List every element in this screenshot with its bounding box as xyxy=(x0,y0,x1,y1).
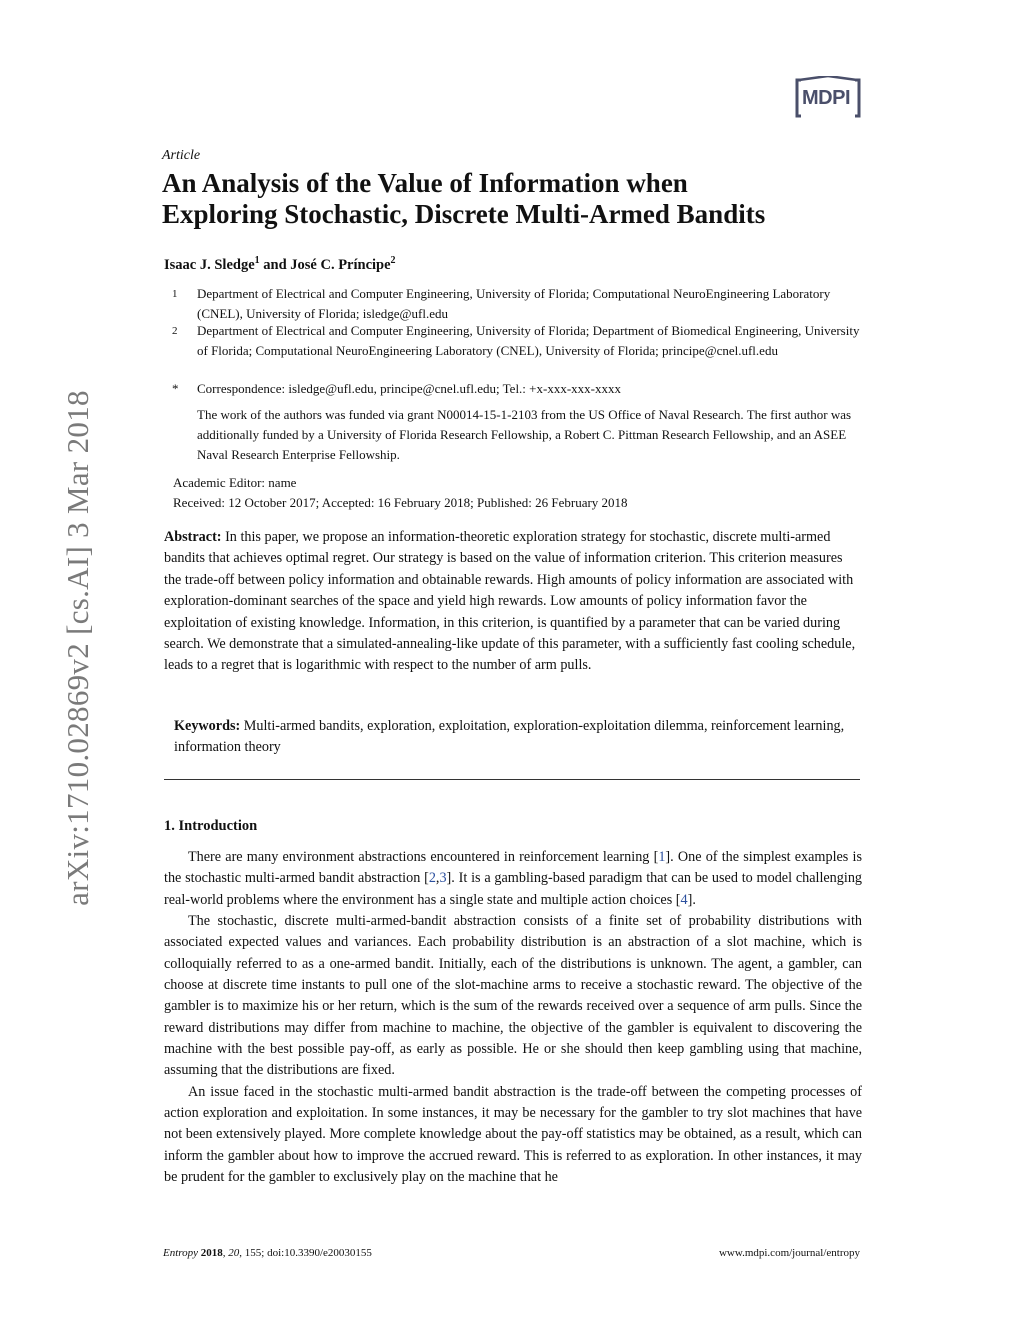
article-type-label: Article xyxy=(162,148,201,163)
footer-citation xyxy=(163,1247,372,1259)
mdpi-logo[interactable] xyxy=(793,76,863,120)
author-affiliation-mark: 2 xyxy=(390,255,396,266)
citation-link[interactable]: 1 xyxy=(658,849,666,865)
funding-note-text: The work of the authors was funded via grant N00014-15-1-2103 from the US Office of Naval Research. The first author was additionally funded by a University of Florida Research Fellowship, a Robert C. Pittman Research Fellowship, and an ASEE Naval Research Enterprise Fellowship. xyxy=(197,407,852,462)
paragraph-text: ]. One of the simplest examples is the stochastic multi-armed bandit abstraction [ xyxy=(164,849,862,887)
affiliation-text: Department of Electrical and Computer Engineering, University of Florida; Computational NeuroEngineering Laboratory (CNEL), University of Florida; isledge@ufl.edu xyxy=(197,286,831,321)
affiliation-2 xyxy=(172,321,862,361)
paragraph: The stochastic, discrete multi-armed-bandit abstraction consists of a finite set of probability distributions with associated expected values and variances. Each probability distribution is an abstraction of a slot machine, which is colloquially referred to as a one-armed bandit. Initially, each of the distributions is unknown. The agent, a gambler, can choose at discrete time instants to pull one of the slot-machine arms to receive a stochastic reward. The objective of the gambler is to maximize his or her return, which is the sum of the rewards received over a sequence of arm pulls. Since the reward distributions may differ from machine to machine, the objective of the gambler is equivalent to discovering the machine with the best possible pay-off, as early as possible. He or she should then keep gambling using that machine, assuming that the distributions are fixed. xyxy=(164,913,862,1079)
paragraph-text: ]. It is a gambling-based paradigm that can be used to model challenging real-world problems where the environment has a single state and multiple action choices [ xyxy=(164,870,863,908)
citation-link[interactable]: 4 xyxy=(680,891,688,908)
affiliation-text: Department of Electrical and Computer Engineering, University of Florida; Department of Biomedical Engineering, University of Florida; Computational NeuroEngineering Laboratory (CNEL), University of Florida; principe@cnel.ufl.edu xyxy=(197,323,860,358)
publication-dates: Received: 12 October 2017; Accepted: 16 February 2018; Published: 26 February 2018 xyxy=(173,495,628,510)
journal-name: Entropy xyxy=(163,1247,199,1259)
correspondence-mark: * xyxy=(172,381,179,396)
abstract-label: Abstract: xyxy=(164,529,222,545)
abstract-text: In this paper, we propose an information-theoretic exploration strategy for stochastic, discrete multi-armed bandits that achieves optimal regret. Our strategy is based on the value of information criterion. This criterion measures the trade-off between policy information and obtainable rewards. High amounts of policy information are associated with exploration-dominant searches of the space and yield high rewards. Low amounts of policy information favor the exploitation of existing knowledge. Information, in this criterion, is quantified by a parameter that can be varied during search. We demonstrate that a simulated-annealing-like update of this parameter, with a sufficiently fast cooling schedule, leads to a regret that is logarithmic with respect to the number of arm pulls. xyxy=(164,529,856,674)
author-conjunction: and xyxy=(259,256,291,273)
journal-year: 2018 xyxy=(198,1247,223,1259)
affiliation-mark: 2 xyxy=(172,325,178,337)
paper-title xyxy=(162,168,862,230)
author-affiliation-mark: 1 xyxy=(254,255,260,266)
paragraph-text: There are many environment abstractions encountered in reinforcement learning [ xyxy=(188,849,659,865)
correspondence xyxy=(172,379,862,399)
paper-title-line-2: Exploring Stochastic, Discrete Multi-Armed Bandits xyxy=(162,199,766,229)
funding-note xyxy=(172,405,862,465)
author-list xyxy=(164,255,396,274)
journal-volume: , 20 xyxy=(222,1247,240,1259)
affiliation-mark: 1 xyxy=(172,288,178,300)
mdpi-logo-text: MDPI xyxy=(802,87,850,109)
paragraph: An issue faced in the stochastic multi-armed bandit abstraction is the trade-off between the competing processes of action exploration and exploitation. In some instances, it may be necessary for the gambler to try slot machines that have not been extensively played. More complete knowledge about the pay-off statistics may be obtained, as a result, which can inform the gambler about how to improve the accrued reward. This is referred to as exploration. In other instances, it may be prudent for the gambler to exclusively play on the machine that he xyxy=(164,1083,862,1186)
editorial-info xyxy=(173,473,628,513)
keywords-text: Multi-armed bandits, exploration, exploitation, exploration-exploitation dilemma, reinforcement learning, information theory xyxy=(174,718,845,756)
citation-link[interactable]: 2 xyxy=(428,870,436,887)
abstract xyxy=(164,527,862,677)
citation-separator: , xyxy=(435,870,440,887)
author-name: Isaac J. Sledge xyxy=(164,256,255,273)
paper-title-line-1: An Analysis of the Value of Information when xyxy=(162,168,688,198)
section-divider xyxy=(164,779,860,780)
journal-url[interactable]: www.mdpi.com/journal/entropy xyxy=(718,1247,860,1259)
keywords-label: Keywords: xyxy=(174,718,241,734)
paragraph-text: ]. xyxy=(687,891,696,908)
author-name: José C. Príncipe xyxy=(290,256,391,273)
doi-text: , 155; doi:10.3390/e20030155 xyxy=(239,1247,372,1259)
affiliation-1 xyxy=(172,284,862,324)
correspondence-text: Correspondence: isledge@ufl.edu, principe@cnel.ufl.edu; Tel.: +x-xxx-xxx-xxxx xyxy=(197,381,621,396)
arxiv-identifier-stamp: arXiv:1710.02869v2 [cs.AI] 3 Mar 2018 xyxy=(60,390,95,906)
academic-editor: Academic Editor: name xyxy=(173,475,297,490)
section-heading: 1. Introduction xyxy=(164,818,258,834)
introduction-body xyxy=(164,847,862,1189)
paragraph xyxy=(164,847,862,911)
keywords xyxy=(174,716,864,759)
citation-link[interactable]: 3 xyxy=(439,870,447,887)
